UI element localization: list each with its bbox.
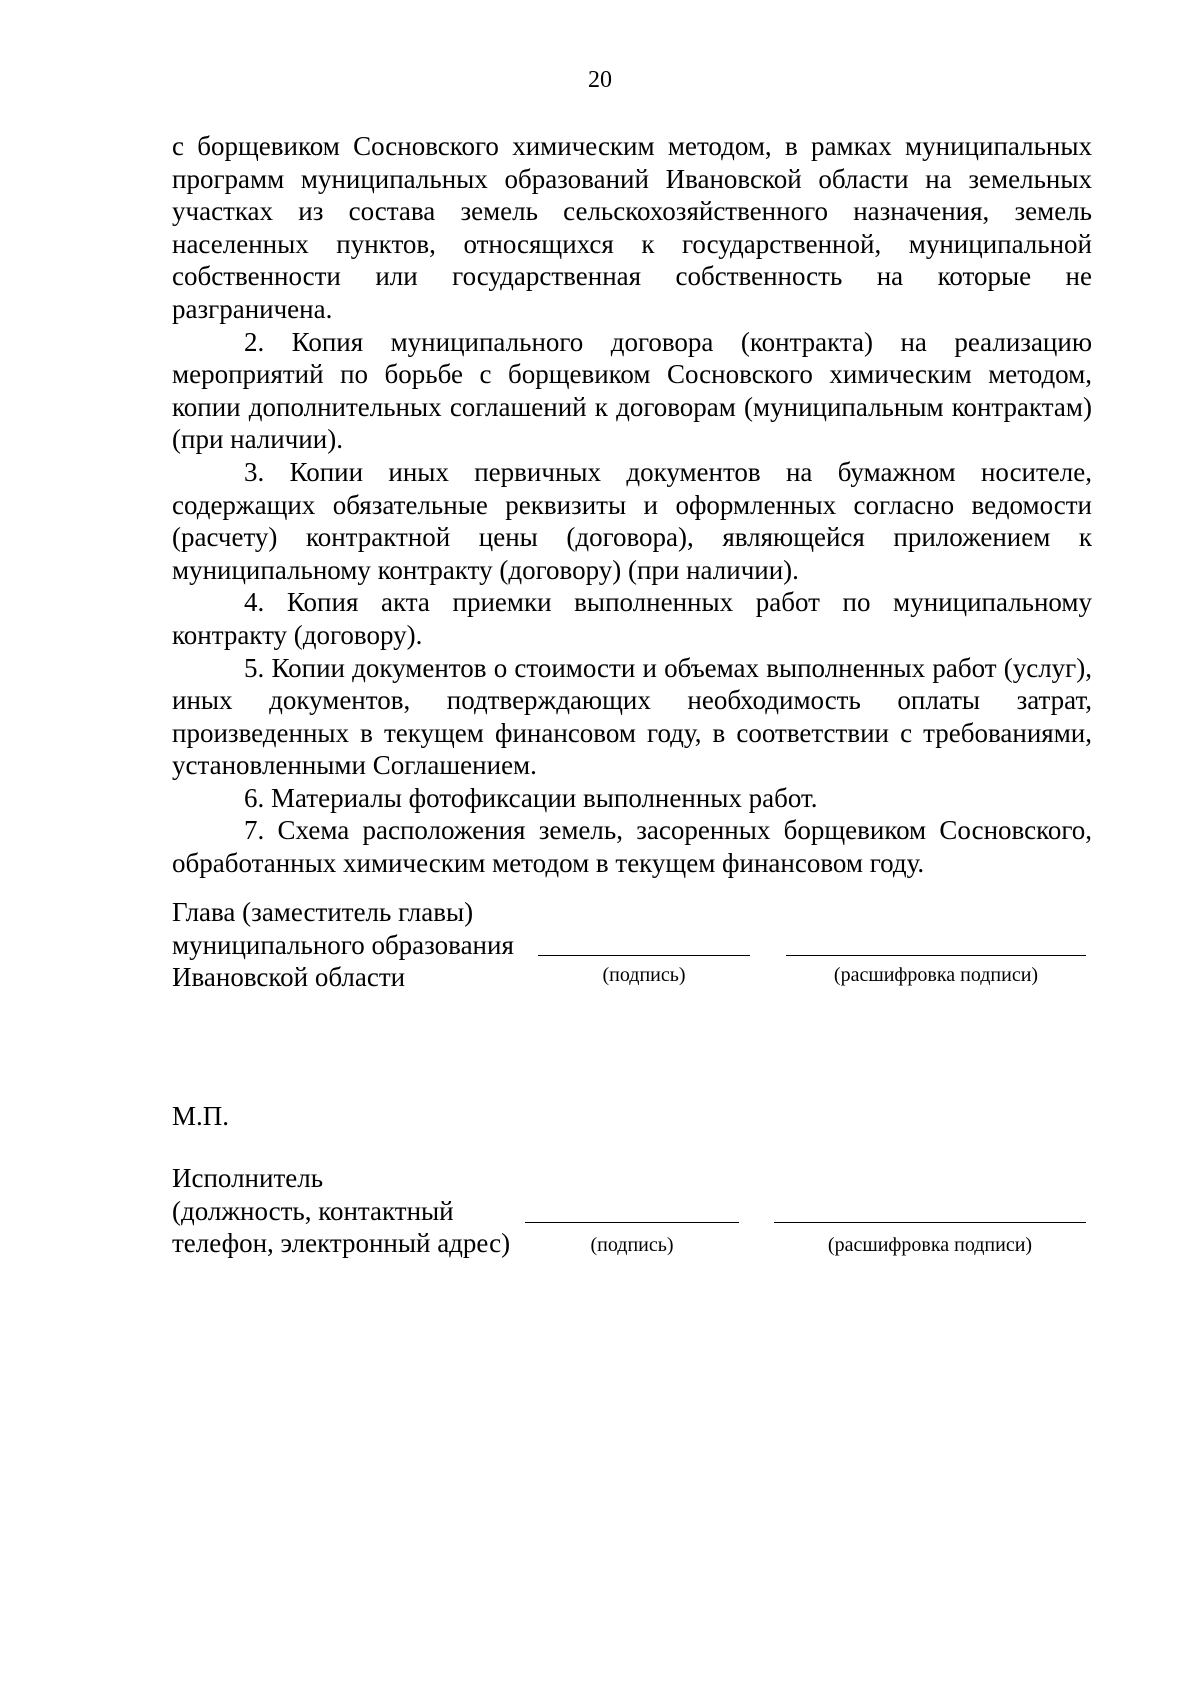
- signature-executor-signature-caption: (подпись): [590, 1234, 674, 1256]
- paragraph-item-3: 3. Копии иных первичных документов на бумажном носителе, содержащих обязательные реквизиты и оформленных согласно ведомости (расчету) контрактной цены (договора), являющейся приложением к муниципальному контракту (договору) (при наличии).: [172, 456, 1092, 585]
- signature-head-decoding-line: [786, 955, 1086, 956]
- stamp-placeholder: М.П.: [172, 1101, 230, 1131]
- signature-executor-decoding-line: [774, 1222, 1086, 1223]
- paragraph-item-2: 2. Копия муниципального договора (контракта) на реализацию мероприятий по борьбе с борщевиком Сосновского химическим методом, копии дополнительных соглашений к договорам (муниципальным контрактам) (при наличии).: [172, 326, 1092, 455]
- document-body: [172, 130, 1092, 880]
- signature-head-signature-caption: (подпись): [602, 964, 686, 986]
- signature-head-signature-line: [538, 955, 750, 956]
- signature-executor-title-1: Исполнитель: [172, 1163, 324, 1193]
- paragraph-continuation: с борщевиком Сосновского химическим методом, в рамках муниципальных программ муниципальных образований Ивановской области на земельных участках из состава земель сельскохозяйственного назначения, земель населенных пунктов, относящихся к государственной, муниципальной собственности или государственная собственность на которые не разграничена.: [172, 131, 1092, 324]
- paragraph-item-7: 7. Схема расположения земель, засоренных борщевиком Сосновского, обработанных химическим методом в текущем финансовом году.: [172, 815, 1092, 879]
- signature-head-decoding-caption: (расшифровка подписи): [833, 964, 1039, 986]
- page-number: 20: [588, 67, 612, 93]
- paragraph-item-5: 5. Копии документов о стоимости и объемах выполненных работ (услуг), иных документов, подтверждающих необходимость оплаты затрат, произведенных в текущем финансовом году, в соответствии с требованиями, установленными Соглашением.: [172, 652, 1092, 781]
- signature-executor-decoding-caption: (расшифровка подписи): [827, 1234, 1033, 1256]
- signature-executor-signature-line: [525, 1222, 739, 1223]
- signature-executor-title-2: (должность, контактный: [172, 1195, 454, 1226]
- signature-head-title-2: муниципального образования: [172, 929, 514, 960]
- signature-head-title-3: Ивановской области: [172, 962, 406, 993]
- paragraph-item-4: 4. Копия акта приемки выполненных работ по муниципальному контракту (договору).: [172, 587, 1092, 650]
- signature-head-title-1: Глава (заместитель главы): [172, 897, 474, 927]
- signature-executor-title-3: телефон, электронный адрес): [172, 1228, 511, 1259]
- paragraph-item-6: 6. Материалы фотофиксации выполненных работ.: [244, 782, 818, 813]
